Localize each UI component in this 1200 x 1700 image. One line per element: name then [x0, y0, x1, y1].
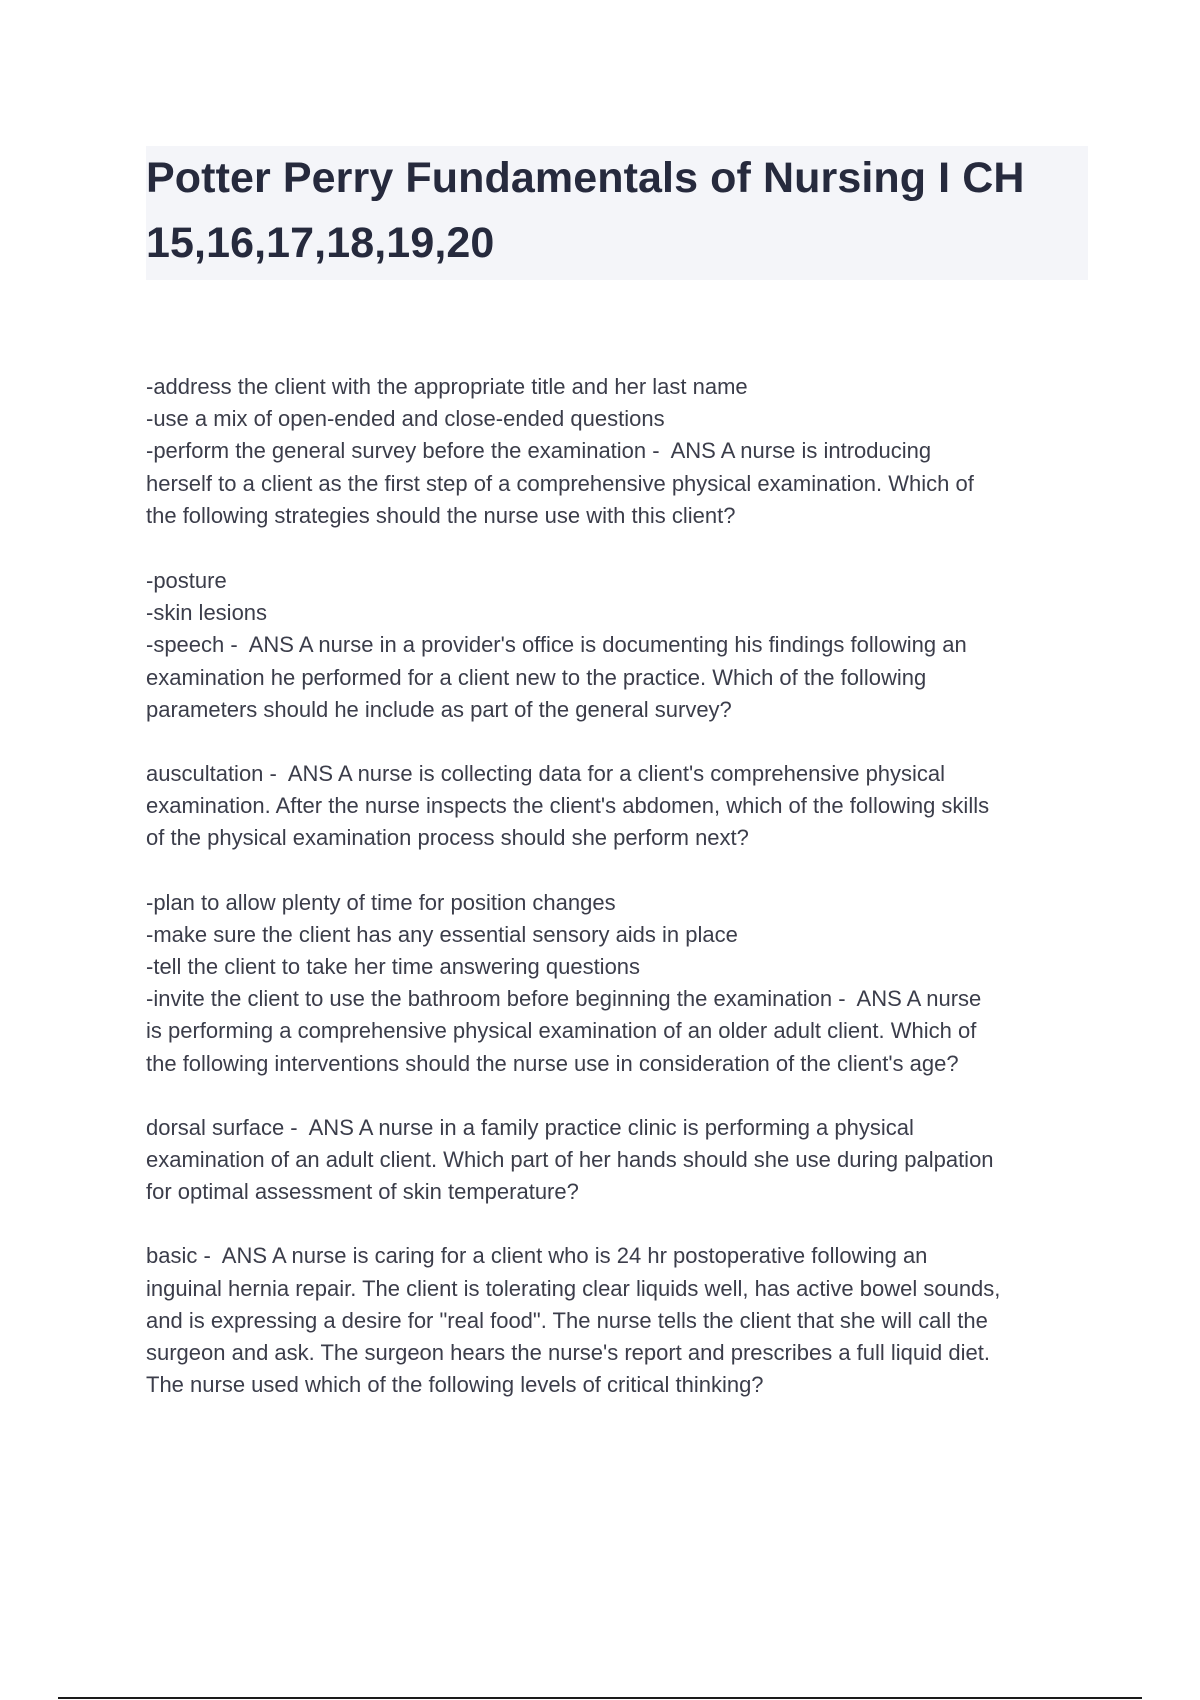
entry-line: auscultation - ANS A nurse is collecting data for a client's comprehensive physical	[146, 761, 946, 787]
flashcard-entry-6	[146, 1240, 1096, 1401]
entry-line: -plan to allow plenty of time for position changes	[146, 889, 616, 915]
entry-line: -make sure the client has any essential sensory aids in place	[146, 921, 738, 947]
entry-line: the following interventions should the nurse use in consideration of the client's age?	[146, 1050, 959, 1076]
title-line-1: Potter Perry Fundamentals of Nursing I CH	[146, 154, 1025, 202]
title-block	[146, 146, 1088, 280]
entry-line: parameters should he include as part of the general survey?	[146, 696, 732, 722]
entry-line: the following strategies should the nurse use with this client?	[146, 502, 736, 528]
flashcard-entry-5	[146, 1112, 1096, 1209]
flashcard-list	[146, 371, 1096, 1433]
entry-line: The nurse used which of the following levels of critical thinking?	[146, 1372, 764, 1398]
entry-line: is performing a comprehensive physical examination of an older adult client. Which of	[146, 1018, 977, 1044]
entry-line: examination he performed for a client new to the practice. Which of the following	[146, 664, 927, 690]
entry-line: -skin lesions	[146, 600, 268, 626]
entry-line: of the physical examination process should she perform next?	[146, 825, 749, 851]
entry-line: herself to a client as the first step of a comprehensive physical examination. Which of	[146, 470, 974, 496]
document-title	[146, 146, 1088, 276]
entry-line: surgeon and ask. The surgeon hears the nurse's report and prescribes a full liquid diet.	[146, 1340, 990, 1366]
entry-line: -perform the general survey before the examination - ANS A nurse is introducing	[146, 438, 932, 464]
entry-line: for optimal assessment of skin temperature?	[146, 1179, 579, 1205]
title-line-2: 15,16,17,18,19,20	[146, 219, 495, 267]
entry-line: -posture	[146, 568, 227, 594]
entry-line: examination of an adult client. Which part of her hands should she use during palpation	[146, 1147, 994, 1173]
entry-line: -use a mix of open-ended and close-ended questions	[146, 406, 665, 432]
page-bottom-rule	[58, 1697, 1142, 1699]
entry-line: -address the client with the appropriate title and her last name	[146, 374, 748, 399]
entry-line: basic - ANS A nurse is caring for a client who is 24 hr postoperative following an	[146, 1243, 928, 1269]
entry-line: examination. After the nurse inspects the client's abdomen, which of the following skills	[146, 793, 990, 819]
flashcard-entry-3	[146, 758, 1096, 855]
entry-line: inguinal hernia repair. The client is tolerating clear liquids well, has active bowel sounds,	[146, 1275, 1001, 1301]
entry-line: and is expressing a desire for "real food". The nurse tells the client that she will call the	[146, 1307, 988, 1333]
entry-line: -tell the client to take her time answering questions	[146, 954, 641, 980]
flashcard-entry-2	[146, 565, 1096, 726]
flashcard-entry-1	[146, 371, 1096, 532]
entry-line: -speech - ANS A nurse in a provider's office is documenting his findings following an	[146, 632, 967, 658]
entry-line: -invite the client to use the bathroom before beginning the examination - ANS A nurse	[146, 986, 982, 1012]
flashcard-entry-4	[146, 887, 1096, 1080]
entry-line: dorsal surface - ANS A nurse in a family practice clinic is performing a physical	[146, 1114, 914, 1140]
